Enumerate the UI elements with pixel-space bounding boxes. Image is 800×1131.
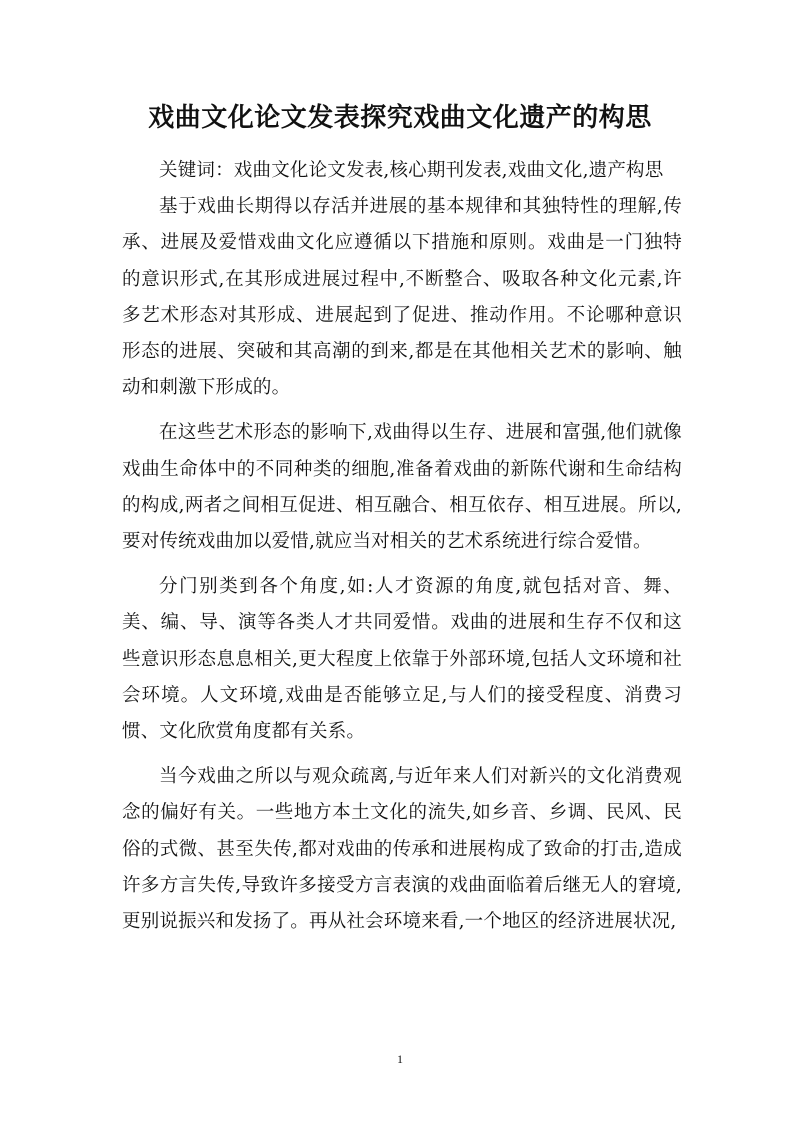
- paragraph-3: 分门别类到各个角度,如:人才资源的角度,就包括对音、舞、美、编、导、演等各类人才共同爱惜。戏曲的进展和生存不仅和这些意识形态息息相关,更大程度上依靠于外部环境,包括人文环境和社会环境。人文环境,戏曲是否能够立足,与人们的接受程度、消费习惯、文化欣赏角度都有关系。: [122, 576, 682, 743]
- document-body: [122, 153, 682, 940]
- paragraph-1: 基于戏曲长期得以存活并进展的基本规律和其独特性的理解,传承、进展及爱惜戏曲文化应遵循以下措施和原则。戏曲是一门独特的意识形式,在其形成进展过程中,不断整合、吸取各种文化元素,许多艺术形态对其形成、进展起到了促进、推动作用。不论哪种意识形态的进展、突破和其高潮的到来,都是在其他相关艺术的影响、触动和刺激下形成的。: [122, 196, 682, 399]
- paragraph-4: 当今戏曲之所以与观众疏离,与近年来人们对新兴的文化消费观念的偏好有关。一些地方本土文化的流失,如乡音、乡调、民风、民俗的式微、甚至失传,都对戏曲的传承和进展构成了致命的打击,造成许多方言失传,导致许多接受方言表演的戏曲面临着后继无人的窘境,更别说振兴和发扬了。再从社会环境来看,一个地区的经济进展状况,: [122, 766, 682, 933]
- page-number: 1: [397, 1052, 403, 1066]
- page-title: 戏曲文化论文发表探究戏曲文化遗产的构思: [148, 103, 652, 133]
- keywords-line: 关键词：戏曲文化论文发表,核心期刊发表,戏曲文化,遗产构思: [159, 160, 664, 181]
- paragraph-2: 在这些艺术形态的影响下,戏曲得以生存、进展和富强,他们就像戏曲生命体中的不同种类的细胞,准备着戏曲的新陈代谢和生命结构的构成,两者之间相互促进、相互融合、相互依存、相互进展。所以,要对传统戏曲加以爱惜,就应当对相关的艺术系统进行综合爱惜。: [122, 422, 682, 553]
